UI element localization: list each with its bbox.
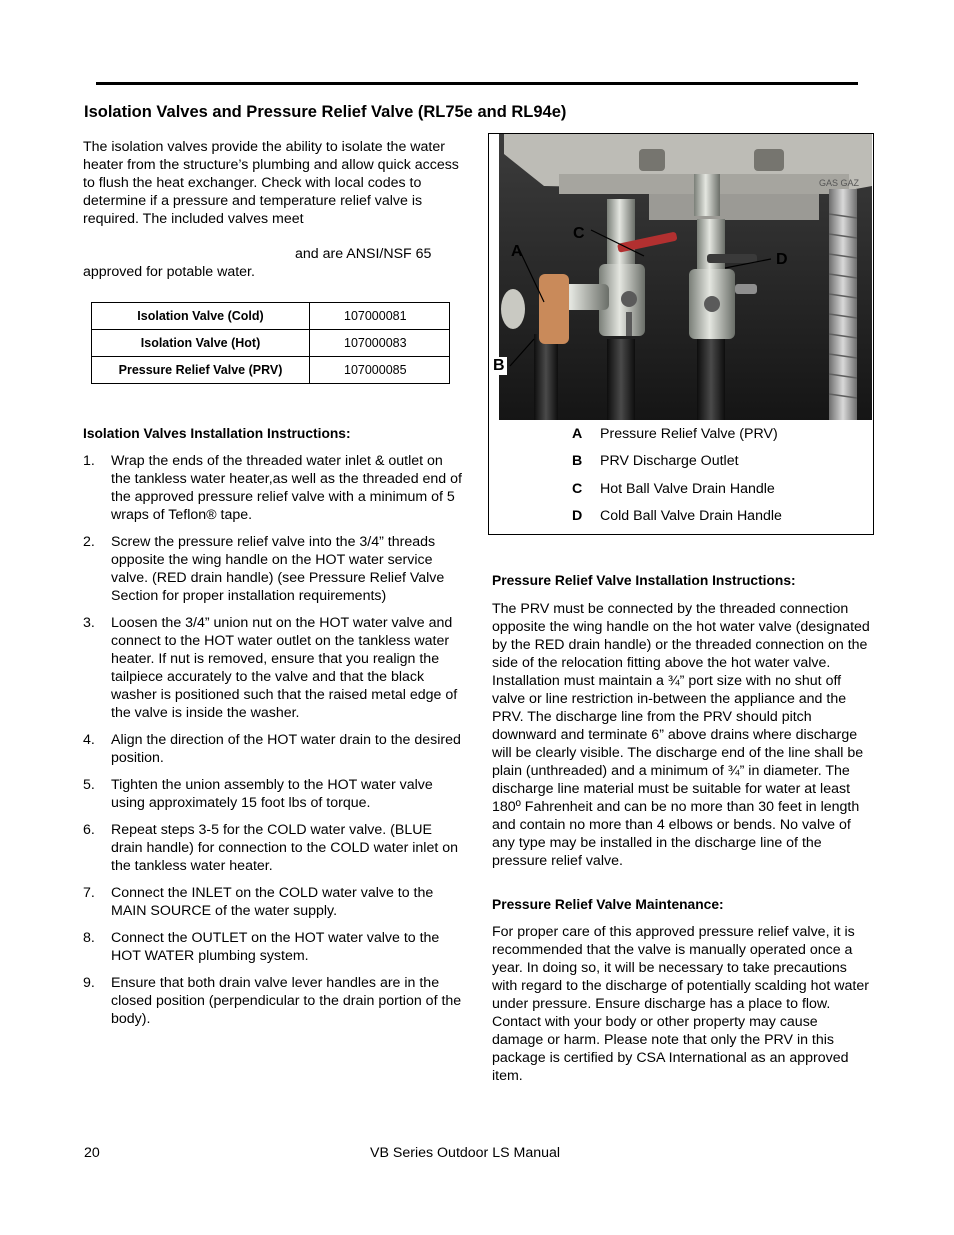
step-text: Repeat steps 3-5 for the COLD water valve. (BLUE drain handle) for connection to the COLD water inlet on the tankless water heater.: [111, 822, 459, 874]
list-item: [83, 452, 463, 524]
legend-label: PRV Discharge Outlet: [600, 453, 739, 470]
table-row: [92, 357, 450, 384]
valve-assembly-photo: [499, 134, 872, 420]
intro-paragraph: The isolation valves provide the ability to isolate the water heater from the structure’s plumbing and allow quick access to flush the heat exchanger. Check with local codes to determine if a pressure and temperature relief valve is required. The included valves meet: [83, 139, 459, 227]
page-number: 20: [84, 1145, 100, 1161]
step-text: Screw the pressure relief valve into the 3/4” threads opposite the wing handle on the HOT water service valve. (RED drain handle) (see Pressure Relief Valve Section for proper installation requirements): [111, 534, 445, 604]
intro-ansi-text: and are ANSI/NSF 65: [295, 246, 432, 262]
part-name: Isolation Valve (Hot): [92, 330, 310, 357]
list-item: [83, 776, 463, 812]
table-row: [92, 330, 450, 357]
page-title: Isolation Valves and Pressure Relief Valve (RL75e and RL94e): [84, 103, 567, 121]
legend-label: Cold Ball Valve Drain Handle: [600, 507, 782, 524]
list-item: [83, 974, 463, 1028]
step-number: 8.: [83, 930, 95, 946]
legend-row: [572, 508, 782, 535]
list-item: [83, 731, 463, 767]
install-steps-list: [83, 452, 463, 1037]
legend-key: D: [572, 507, 583, 524]
step-text: Connect the OUTLET on the HOT water valve to the HOT WATER plumbing system.: [111, 930, 440, 964]
step-number: 7.: [83, 885, 95, 901]
callout-d: D: [776, 251, 788, 268]
prv-maintenance-heading: Pressure Relief Valve Maintenance:: [492, 897, 724, 912]
step-text: Loosen the 3/4” union nut on the HOT water valve and connect to the HOT water outlet on the tankless water heater. If nut is removed, ensure that you realign the tailpiece accurately to the valve and that the black washer is positioned such that the raised metal edge of the valve is inside the washer.: [111, 615, 458, 721]
photo-gas-label: GAS GAZ: [819, 178, 860, 188]
legend-key: B: [572, 453, 583, 470]
list-item: [83, 614, 463, 722]
step-number: 3.: [83, 615, 95, 631]
prv-install-heading: Pressure Relief Valve Installation Instructions:: [492, 573, 796, 588]
install-heading: Isolation Valves Installation Instructions:: [83, 426, 351, 441]
footer-manual-title: VB Series Outdoor LS Manual: [370, 1145, 561, 1161]
legend-row: [572, 481, 782, 508]
legend-key: C: [572, 480, 583, 497]
step-number: 4.: [83, 732, 95, 748]
legend-row: [572, 453, 782, 480]
legend-label: Pressure Relief Valve (PRV): [600, 426, 778, 442]
step-text: Align the direction of the HOT water drain to the desired position.: [111, 732, 461, 766]
step-text: Connect the INLET on the COLD water valve to the MAIN SOURCE of the water supply.: [111, 885, 434, 919]
legend-row: [572, 426, 782, 453]
parts-table: [91, 302, 450, 384]
step-text: Tighten the union assembly to the HOT water valve using approximately 15 foot lbs of torque.: [111, 777, 433, 811]
step-text: Ensure that both drain valve lever handles are in the closed position (perpendicular to the drain portion of the body).: [111, 975, 462, 1027]
step-number: 9.: [83, 975, 95, 991]
discharge-pipe: [534, 334, 558, 420]
callout-c: C: [573, 225, 585, 242]
prv-install-paragraph: The PRV must be connected by the threaded connection opposite the wing handle on the hot water valve (designated by the RED drain handle) or the threaded connection on the side of the relocation fitting above the hot water valve. Installation must maintain a ¾” port size with no shut off valve or line restriction in-between the appliance and the PRV. The discharge line from the PRV should pitch downward and terminate 6” above drains where discharge will be clearly visible. The discharge end of the line shall be plain (unthreaded) and a minimum of ¾” in diameter. The discharge line material must be suitable for water at least 180º Fahrenheit and can be no more than 30 feet in length and contain no more than 4 elbows or bends. No valve of any type may be installed in the discharge line of the pressure relief valve.: [492, 601, 870, 869]
callout-b-outside: [491, 357, 507, 375]
callout-a: A: [511, 243, 523, 260]
list-item: [83, 929, 463, 965]
step-number: 2.: [83, 534, 95, 550]
list-item: [83, 533, 463, 605]
part-number: 107000081: [310, 303, 450, 330]
pressure-relief-valve: [539, 274, 569, 344]
figure-legend: [572, 426, 782, 535]
header-rule: [96, 82, 858, 85]
step-text: Wrap the ends of the threaded water inlet & outlet on the tankless water heater,as well as the threaded end of the approved pressure relief valve with a minimum of 5 wraps of Teflon® tape.: [111, 453, 462, 523]
legend-key: A: [572, 426, 583, 442]
intro-paragraph-continued: [83, 245, 468, 281]
callout-b-letter: B: [493, 357, 505, 374]
prv-maintenance-paragraph: For proper care of this approved pressure relief valve, it is recommended that the valve is manually operated once a year. In doing so, it will be necessary to take precautions with regard to the discharge of potentially scalding hot water under pressure. Ensure discharge has a place to flow. Contact with your body or other property may cause damage or harm. Please note that only the PRV in this package is certified by CSA International as an approved item.: [492, 924, 869, 1084]
table-row: [92, 303, 450, 330]
hot-pipe: [607, 339, 635, 420]
legend-label: Hot Ball Valve Drain Handle: [600, 480, 775, 497]
intro-potable-text: approved for potable water.: [83, 264, 255, 280]
list-item: [83, 821, 463, 875]
cold-pipe: [697, 339, 725, 420]
part-number: 107000085: [310, 357, 450, 384]
step-number: 5.: [83, 777, 95, 793]
cold-drain-handle: [707, 254, 757, 263]
part-name: Pressure Relief Valve (PRV): [92, 357, 310, 384]
part-number: 107000083: [310, 330, 450, 357]
list-item: [83, 884, 463, 920]
part-name: Isolation Valve (Cold): [92, 303, 310, 330]
step-number: 6.: [83, 822, 95, 838]
gas-flex-line: [829, 189, 857, 420]
step-number: 1.: [83, 453, 95, 469]
